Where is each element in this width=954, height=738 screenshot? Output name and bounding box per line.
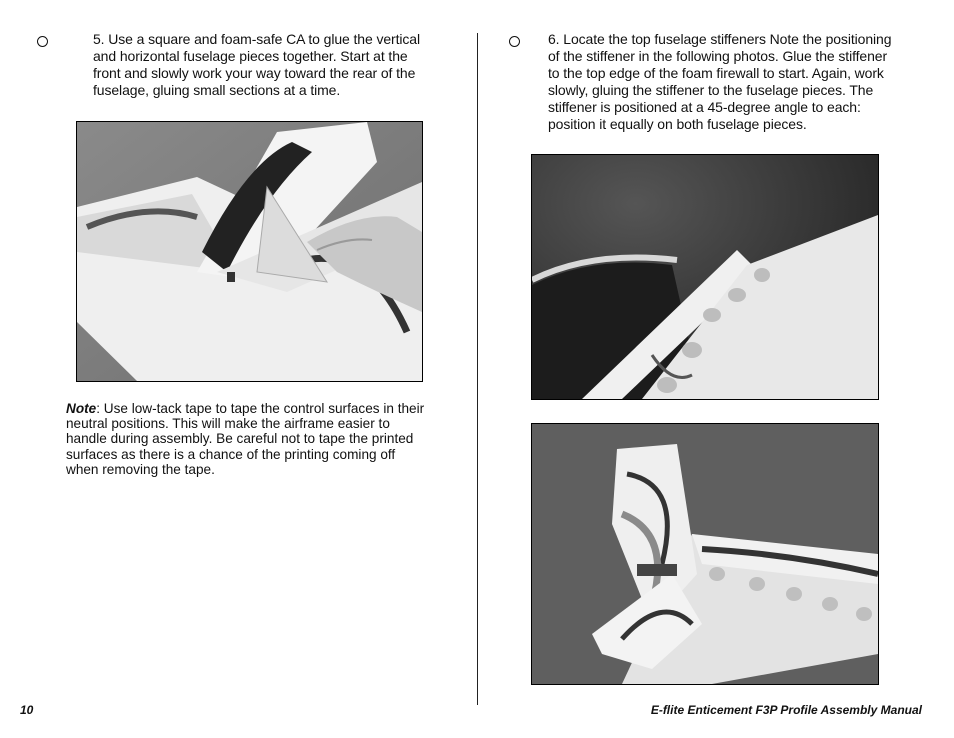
step6-photo-bottom — [531, 423, 879, 685]
step6-photo-top — [531, 154, 879, 400]
step6-checkbox[interactable] — [509, 36, 520, 47]
column-divider — [477, 33, 478, 705]
step5-checkbox[interactable] — [37, 36, 48, 47]
note-paragraph — [66, 401, 428, 477]
step5-photo — [76, 121, 423, 382]
note-text: : Use low-tack tape to tape the control surfaces in their neutral positions. This will make the airframe easier to handle during assembly. Be careful not to tape the printed surfaces as there is a chance of the printing coming off when removing the tape. — [66, 401, 425, 477]
note-label: Note — [66, 401, 97, 416]
manual-title: E-flite Enticement F3P Profile Assembly Manual — [650, 703, 922, 717]
step6-text: 6. Locate the top fuselage stiffeners Note the positioning of the stiffener in the following photos. Glue the stiffener to the top edge of the foam firewall to start. Again, work slowly, gluing the stiffener to the fuselage pieces. The stiffener is positioned at a 45-degree angle to each: position it equally on both fuselage pieces. — [548, 31, 892, 132]
page-number: 10 — [20, 703, 34, 717]
step5-text: 5. Use a square and foam-safe CA to glue the vertical and horizontal fuselage pieces together. Start at the front and slowly work your way toward the rear of the fuselage, gluing small sections at a time. — [93, 31, 420, 98]
